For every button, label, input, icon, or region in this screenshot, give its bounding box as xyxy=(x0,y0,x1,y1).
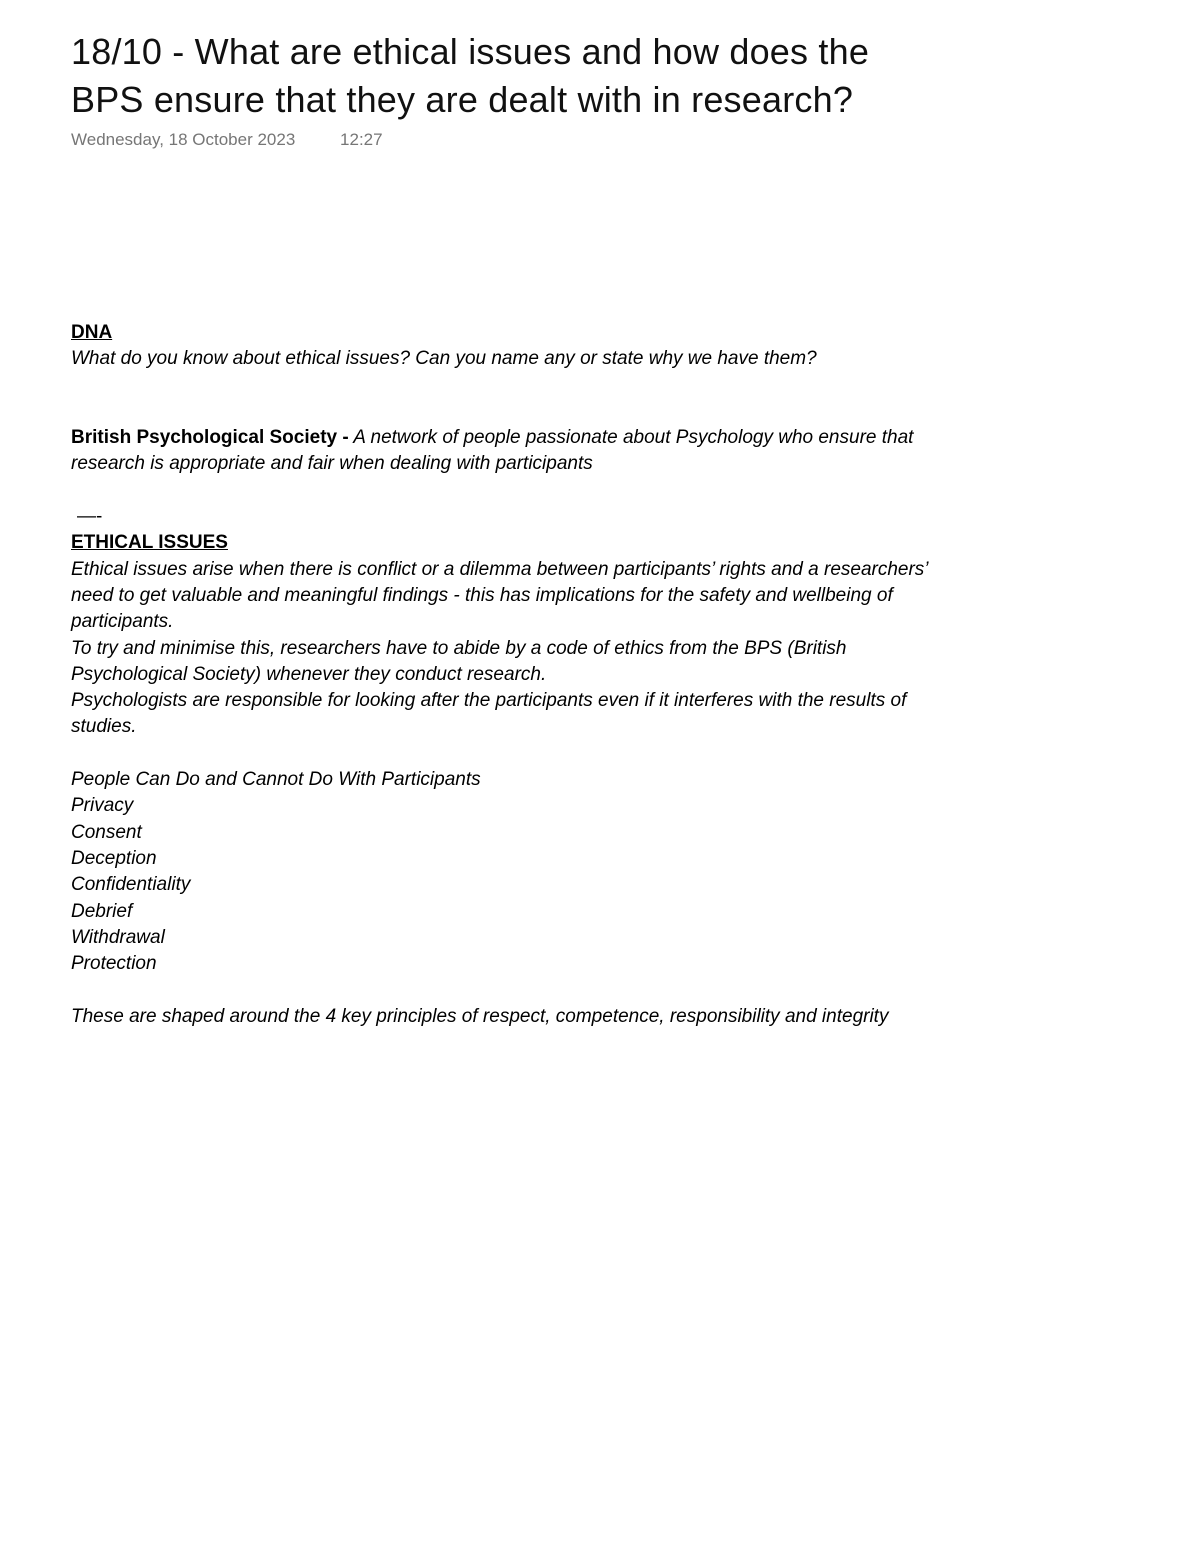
note-body xyxy=(71,320,941,1030)
list-item: Protection xyxy=(71,953,157,975)
note-timestamp xyxy=(71,129,941,151)
list-item: Consent xyxy=(71,821,142,843)
ethical-issues-heading: ETHICAL ISSUES xyxy=(71,532,228,554)
spacer xyxy=(71,741,941,767)
list-item: Deception xyxy=(71,847,157,869)
bps-text: A network of people passionate about Psychology who ensure that research is appropriate and fair when dealing with participants xyxy=(71,427,914,475)
note-time: 12:27 xyxy=(340,130,383,149)
list-title: People Can Do and Cannot Do With Participants xyxy=(71,769,481,791)
list-item: Privacy xyxy=(71,795,134,817)
dna-heading: DNA xyxy=(71,322,113,343)
list-item: Withdrawal xyxy=(71,926,165,948)
ethical-paragraph: Ethical issues arise when there is conflict or a dilemma between participants’ rights and a researchers’ need to get valuable and meaningful findings - this has implications for the safety and wellbeing of participants. xyxy=(71,558,928,633)
note-date: Wednesday, 18 October 2023 xyxy=(71,130,296,149)
page-title: 18/10 - What are ethical issues and how does the BPS ensure that they are dealt with in research? xyxy=(71,31,870,120)
spacer xyxy=(71,478,941,504)
ethical-paragraph: Psychologists are responsible for looking after the participants even if it interferes with the results of studies. xyxy=(71,690,907,738)
bps-term: British Psychological Society - xyxy=(71,427,349,449)
list-item: Confidentiality xyxy=(71,874,191,896)
ethics-list xyxy=(71,793,941,977)
dna-question: What do you know about ethical issues? Can you name any or state why we have them? xyxy=(71,348,817,370)
closing-statement: These are shaped around the 4 key principles of respect, competence, responsibility and integrity xyxy=(71,1005,889,1027)
spacer xyxy=(71,373,941,426)
ethical-paragraph: To try and minimise this, researchers have to abide by a code of ethics from the BPS (British Psychological Society) whenever they conduct research. xyxy=(71,637,847,685)
note-header xyxy=(71,28,941,151)
bps-definition xyxy=(71,425,941,478)
divider: —- xyxy=(77,506,103,528)
spacer xyxy=(71,977,941,1003)
list-item: Debrief xyxy=(71,900,133,922)
